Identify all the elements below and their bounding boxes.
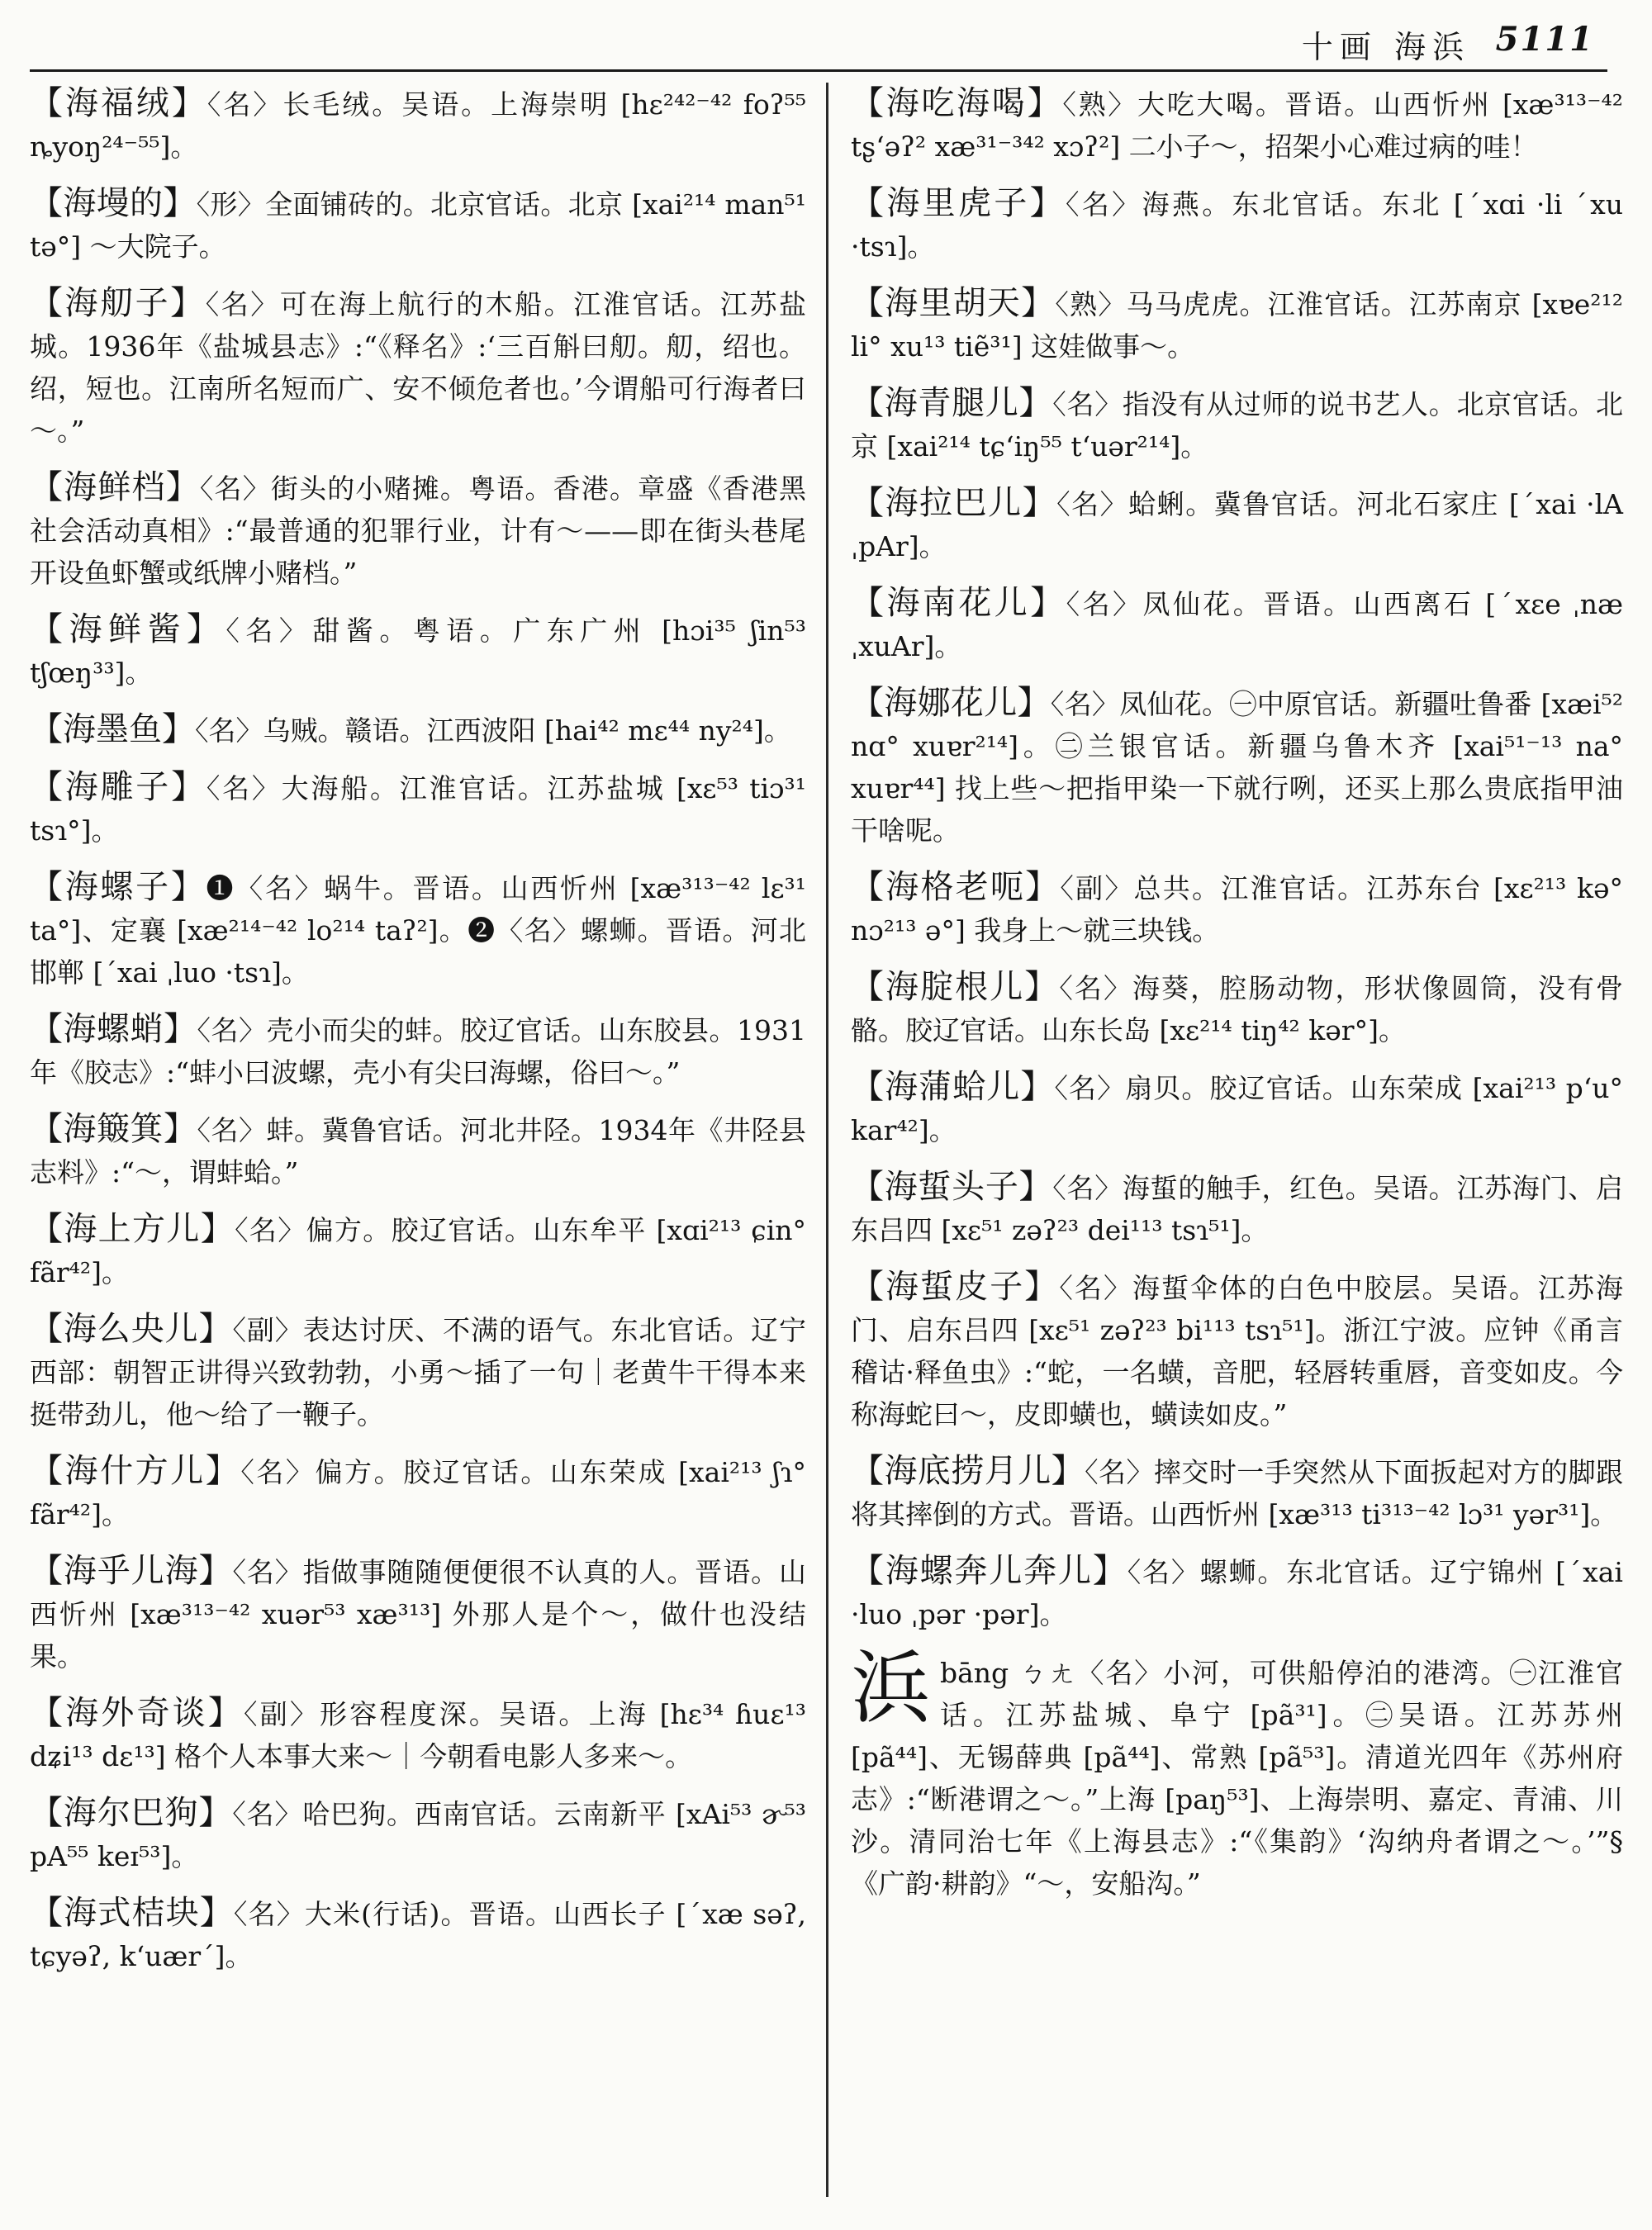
entry-definition: 〈名〉大米(行话)。晋语。山西长子 [ˊxæ səʔ, tɕyəʔ, kʻuærˊ]。 [30, 1898, 806, 1972]
entry-headword: 【海吃海喝】 [851, 84, 1063, 122]
entry-definition: 〈名〉蚌。冀鲁官话。河北井陉。1934年《井陉县志料》:“～，谓蚌蛤。” [30, 1114, 807, 1189]
entry-headword: 【海拉巴儿】 [851, 484, 1057, 522]
entry-definition: 〈名〉海葵，腔肠动物，形状像圆筒，没有骨骼。胶辽官话。山东长岛 [xɛ²¹⁴ tiŋ⁴² kər°]。 [851, 972, 1624, 1046]
entry-definition: 〈名〉摔交时一手突然从下面扳起对方的脚跟将其摔倒的方式。晋语。山西忻州 [xæ³¹³ ti³¹³⁻⁴² lɔ³¹ yər³¹]。 [851, 1456, 1624, 1530]
entry-definition: 〈名〉扇贝。胶辽官话。山东荣成 [xai²¹³ pʻu° kar⁴²]。 [851, 1072, 1624, 1146]
entry-headword: 【海雕子】 [30, 768, 206, 806]
dictionary-entry [851, 866, 1623, 951]
dictionary-entry [851, 1550, 1623, 1635]
dictionary-entry [30, 1308, 806, 1435]
header-rule [30, 69, 1607, 72]
entry-headword: 【海蜇头子】 [851, 1168, 1053, 1206]
dictionary-entry [30, 1792, 806, 1877]
entry-headword: 【海娜花儿】 [851, 684, 1051, 722]
entry-headword: 【海墨鱼】 [30, 710, 195, 748]
entry-definition: 〈名〉大海船。江淮官话。江苏盐城 [xɛ⁵³ tiɔ³¹ tsɿ°]。 [30, 772, 807, 847]
entry-headword: 【海式桔块】 [30, 1894, 234, 1932]
entry-headword: 【海上方儿】 [30, 1210, 235, 1248]
dictionary-entry [30, 467, 806, 594]
dictionary-entry [30, 183, 806, 268]
dictionary-entry [30, 83, 806, 168]
dictionary-entry [851, 83, 1623, 168]
entry-headword: 【海青腿儿】 [851, 384, 1053, 422]
dictionary-entry [30, 1208, 806, 1293]
entry-definition: 〈名〉偏方。胶辽官话。山东荣成 [xai²¹³ ʃɿ° fãr⁴²]。 [30, 1456, 807, 1530]
character-entry [851, 1642, 1623, 1905]
dictionary-entry [851, 1266, 1623, 1435]
entry-headword: 【海螺子】 [30, 868, 206, 906]
entry-headword: 【海鲜档】 [30, 468, 200, 506]
entry-headword: 【海腚根儿】 [851, 968, 1060, 1006]
dictionary-entry [30, 709, 806, 752]
entry-definition: 〈副〉表达讨厌、不满的语气。东北官话。辽宁西部：朝智正讲得兴致勃勃，小勇～插了一句｜老黄牛干得本来挺带劲儿，他～给了一鞭子。 [30, 1314, 807, 1431]
entry-definition: 〈名〉壳小而尖的蚌。胶辽官话。山东胶县。1931年《胶志》:“蚌小曰波螺，壳小有尖曰海螺，俗曰～。” [30, 1014, 807, 1089]
entry-definition: 〈名〉偏方。胶辽官话。山东牟平 [xɑi²¹³ ɕin° fãr⁴²]。 [30, 1214, 807, 1288]
dictionary-entry [851, 482, 1623, 567]
entry-headword: 【海格老呃】 [851, 868, 1061, 906]
page-header [0, 15, 1652, 73]
entry-headword: 【海墁的】 [30, 184, 197, 222]
dictionary-entry [30, 1450, 806, 1535]
entry-definition: 〈名〉甜酱。粤语。广东广州 [hɔi³⁵ ʃin⁵³ tʃœŋ³³]。 [30, 614, 807, 689]
entry-headword: 【海鲜酱】 [30, 610, 226, 648]
dictionary-entry [30, 609, 806, 694]
dictionary-entry [851, 1450, 1623, 1535]
character-headword: 浜 [851, 1642, 930, 1734]
dictionary-entry [30, 1550, 806, 1677]
entry-definition: 〈名〉可在海上航行的木船。江淮官话。江苏盐城。1936年《盐城县志》:“《释名》:‘三百斛曰舠。舠，绍也。绍，短也。江南所名短而广、安不倾危者也。’今谓船可行海者曰～。” [30, 288, 807, 447]
running-head: 十画 海浜 [1301, 29, 1470, 65]
left-column [30, 83, 806, 1992]
dictionary-entry [30, 1892, 806, 1977]
dictionary-entry [30, 282, 806, 452]
entry-headword: 【海外奇谈】 [30, 1694, 244, 1732]
entry-definition: 〈名〉海蜇的触手，红色。吴语。江苏海门、启东吕四 [xɛ⁵¹ zəʔ²³ dei¹¹³ tsɿ⁵¹]。 [851, 1172, 1624, 1246]
entry-headword: 【海舠子】 [30, 284, 206, 322]
entry-headword: 【海底捞月儿】 [851, 1452, 1085, 1490]
entry-headword: 【海南花儿】 [851, 584, 1066, 622]
entry-headword: 【海螺蛸】 [30, 1010, 197, 1048]
entry-definition: 〈名〉哈巴狗。西南官话。云南新平 [xAi⁵³ ɚ⁵³ pA⁵⁵ keɪ⁵³]。 [30, 1798, 806, 1872]
entry-definition: 〈名〉乌贼。赣语。江西波阳 [hai⁴² mɛ⁴⁴ ny²⁴]。 [195, 714, 791, 747]
entry-headword: 【海尔巴狗】 [30, 1794, 233, 1832]
dictionary-entry [851, 966, 1623, 1051]
entry-definition: 〈熟〉马马虎虎。江淮官话。江苏南京 [xɐe²¹² li° xu¹³ tiẽ³¹] 这娃做事～。 [851, 288, 1623, 363]
entry-definition: 〈副〉总共。江淮官话。江苏东台 [xɛ²¹³ kə° nɔ²¹³ ə°] 我身上～就三块钱。 [851, 872, 1624, 947]
dictionary-entry [851, 1166, 1623, 1251]
entry-headword: 【海里虎子】 [851, 184, 1066, 222]
entry-definition: 〈名〉凤仙花。晋语。山西离石 [ˊxɛe ˌnæ ˌxuAr]。 [851, 588, 1623, 662]
dictionary-entry [851, 682, 1623, 852]
entry-definition: 〈名〉指没有从过师的说书艺人。北京官话。北京 [xai²¹⁴ tɕʻiŋ⁵⁵ tʻuər²¹⁴]。 [851, 388, 1624, 463]
entry-definition: 〈名〉凤仙花。㊀中原官话。新疆吐鲁番 [xæi⁵² nɑ° xuɐr²¹⁴]。㊁兰银官话。新疆乌鲁木齐 [xai⁵¹⁻¹³ na° xuɐr⁴⁴] 找上些～把指甲染一下就行咧，还买上那么贵底指甲油干啥呢。 [851, 688, 1623, 847]
dictionary-entry [851, 382, 1623, 467]
right-column [851, 83, 1623, 1919]
entry-headword: 【海里胡天】 [851, 284, 1056, 322]
entry-definition: 〈名〉蛤蜊。冀鲁官话。河北石家庄 [ˊxai ·lA ˌpAr]。 [851, 488, 1624, 562]
dictionary-entry [851, 582, 1623, 667]
dictionary-entry [851, 282, 1623, 368]
entry-definition: 〈形〉全面铺砖的。北京官话。北京 [xai²¹⁴ man⁵¹ tə°] ～大院子。 [30, 188, 807, 263]
column-divider [826, 83, 828, 2197]
entry-headword: 【海螺奔儿奔儿】 [851, 1552, 1127, 1590]
dictionary-entry [30, 1008, 806, 1094]
character-definition: bāng ㄅㄤ〈名〉小河，可供船停泊的港湾。㊀江淮官话。江苏盐城、阜宁 [pã³¹]。㊁吴语。江苏苏州 [pã⁴⁴]、无锡薛典 [pã⁴⁴]、常熟 [pã⁵³]。清道光四年《苏州府志》:“断港谓之～。”上海 [paŋ⁵³]、上海崇明、嘉定、青浦、川沙。清同治七年《上海县志》:“《集韵》‘沟纳舟者谓之～。’”§《广韵·耕韵》“～，安船沟。” [851, 1657, 1623, 1900]
entry-headword: 【海么央儿】 [30, 1310, 233, 1348]
entry-definition: ❶〈名〉蜗牛。晋语。山西忻州 [xæ³¹³⁻⁴² lɛ³¹ ta°]、定襄 [xæ²¹⁴⁻⁴² lo²¹⁴ taʔ²]。❷〈名〉螺蛳。晋语。河北邯郸 [ˊxai ˌluo ·tsɿ]。 [30, 872, 807, 989]
dictionary-entry [851, 1066, 1623, 1151]
entry-definition: 〈名〉指做事随随便便很不认真的人。晋语。山西忻州 [xæ³¹³⁻⁴² xuər⁵³ xæ³¹³] 外那人是个～，做什也没结果。 [30, 1556, 807, 1672]
page-number: 5111 [1495, 20, 1594, 59]
entry-definition: 〈名〉螺蛳。东北官话。辽宁锦州 [ˊxai ·luo ˌpər ·pər]。 [851, 1556, 1623, 1630]
dictionary-entry [30, 766, 806, 852]
dictionary-entry [30, 1692, 806, 1777]
dictionary-entry [30, 866, 806, 994]
entry-definition: 〈副〉形容程度深。吴语。上海 [hɛ³⁴ ɦuɛ¹³ dʑi¹³ dɛ¹³] 格个人本事大来～｜今朝看电影人多来～。 [30, 1698, 806, 1772]
entry-headword: 【海蒲蛤儿】 [851, 1068, 1055, 1106]
entry-definition: 〈名〉海蜇伞体的白色中胶层。吴语。江苏海门、启东吕四 [xɛ⁵¹ zəʔ²³ bi¹¹³ tsɿ⁵¹]。浙江宁波。应钟《甬言稽诂·释鱼虫》:“蛇，一名蟥，音肥，轻唇转重唇，音变如皮。今称海蛇曰～，皮即蟥也，蟥读如皮。” [851, 1272, 1624, 1431]
entry-definition: 〈名〉街头的小赌摊。粤语。香港。章盛《香港黑社会活动真相》:“最普通的犯罪行业，计有～——即在街头巷尾开设鱼虾蟹或纸牌小赌档。” [30, 472, 807, 589]
dictionary-entry [851, 183, 1623, 268]
entry-headword: 【海蜇皮子】 [851, 1268, 1060, 1306]
entry-headword: 【海乎儿海】 [30, 1552, 233, 1590]
entry-definition: 〈名〉海燕。东北官话。东北 [ˊxɑi ·li ˊxu ·tsɿ]。 [851, 188, 1623, 263]
entry-definition: 〈熟〉大吃大喝。晋语。山西忻州 [xæ³¹³⁻⁴² tʂʻəʔ² xæ³¹⁻³⁴² xɔʔ²] 二小子～，招架小心难过病的哇！ [851, 88, 1624, 163]
entry-definition: 〈名〉长毛绒。吴语。上海崇明 [hɛ²⁴²⁻⁴² foʔ⁵⁵ ȵyoŋ²⁴⁻⁵⁵]。 [30, 88, 807, 163]
entry-headword: 【海什方儿】 [30, 1452, 241, 1490]
dictionary-entry [30, 1108, 806, 1193]
entry-headword: 【海福绒】 [30, 84, 207, 122]
entry-headword: 【海簸箕】 [30, 1110, 197, 1148]
